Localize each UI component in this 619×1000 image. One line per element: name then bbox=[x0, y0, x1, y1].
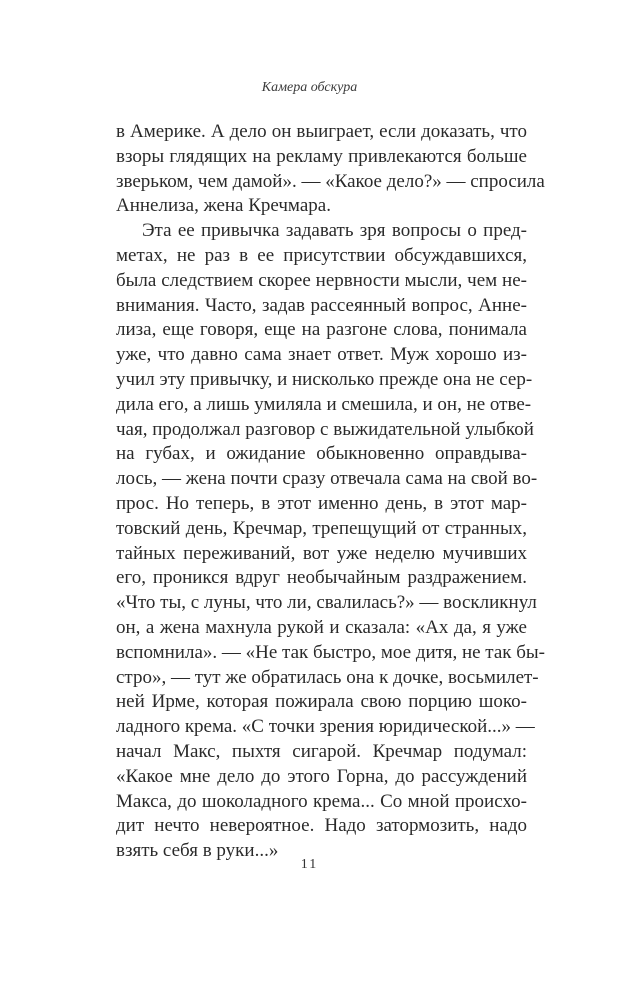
text-line: чая, продолжал разговор с выжидательной улыбкой bbox=[116, 418, 534, 440]
text-line: начал Макс, пыхтя сигарой. Кречмар подумал: bbox=[116, 740, 527, 762]
text-line: прос. Но теперь, в этот именно день, в этот мар- bbox=[116, 492, 527, 514]
text-line: тайных переживаний, вот уже неделю мучивших bbox=[116, 542, 527, 564]
text-line: лиза, еще говоря, еще на разгоне слова, понимала bbox=[116, 319, 527, 341]
text-line: учил эту привычку, и нисколько прежде она не сер- bbox=[116, 368, 533, 390]
text-line: метах, не раз в ее присутствии обсуждавшихся, bbox=[116, 244, 527, 266]
text-line: вспомнила». — «Не так быстро, мое дитя, не так бы- bbox=[116, 641, 546, 663]
text-line: «Какое мне дело до этого Горна, до рассуждений bbox=[116, 765, 527, 787]
text-line: взять себя в руки...» bbox=[116, 840, 279, 862]
text-line: дит нечто невероятное. Надо затормозить, надо bbox=[116, 815, 527, 837]
text-line: на губах, и ожидание обыкновенно оправдыва- bbox=[116, 443, 527, 465]
page-number: 11 bbox=[300, 857, 319, 872]
text-line: ней Ирме, которая пожирала свою порцию шоко- bbox=[116, 691, 527, 713]
text-line: ладного крема. «С точки зрения юридической...» — bbox=[116, 716, 535, 738]
text-line: была следствием скорее нервности мысли, чем не- bbox=[116, 269, 527, 291]
text-line: товский день, Кречмар, трепещущий от странных, bbox=[116, 517, 527, 539]
text-line: Аннелиза, жена Кречмара. bbox=[116, 195, 331, 217]
text-line: зверьком, чем дамой». — «Какое дело?» — спросила bbox=[116, 170, 545, 192]
text-line: его, проникся вдруг необычайным раздражением. bbox=[116, 567, 527, 589]
body-text bbox=[116, 120, 546, 864]
text-line: «Что ты, с луны, что ли, свалилась?» — воскликнул bbox=[116, 592, 537, 614]
text-line: стро», — тут же обратилась она к дочке, восьмилет- bbox=[116, 666, 539, 688]
text-line: лось, — жена почти сразу отвечала сама на свой во- bbox=[116, 468, 538, 490]
running-header: Камера обскура bbox=[261, 80, 358, 95]
text-line: уже, что давно сама знает ответ. Муж хорошо из- bbox=[116, 344, 527, 366]
text-line: дила его, а лишь умиляла и смешила, и он, не отве- bbox=[116, 393, 532, 415]
text-line: Макса, до шоколадного крема... Со мной происхо- bbox=[116, 790, 527, 812]
text-line: Эта ее привычка задавать зря вопросы о пред- bbox=[142, 220, 527, 242]
text-line: он, а жена махнула рукой и сказала: «Ах да, я уже bbox=[116, 616, 527, 638]
text-line: в Америке. А дело он выиграет, если доказать, что bbox=[116, 121, 527, 142]
text-line: взоры глядящих на рекламу привлекаются больше bbox=[116, 145, 527, 167]
text-line: внимания. Часто, задав рассеянный вопрос, Анне- bbox=[116, 294, 527, 316]
